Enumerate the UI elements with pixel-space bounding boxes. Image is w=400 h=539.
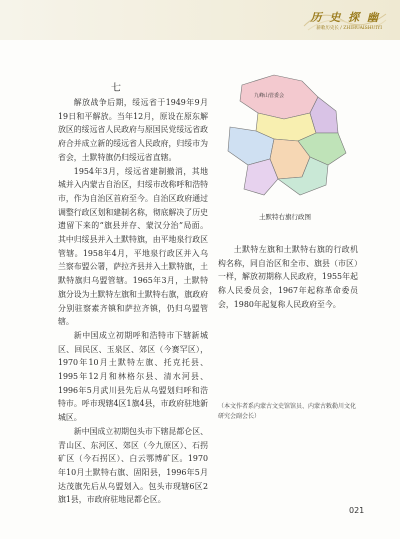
left-text-column <box>58 96 208 507</box>
column-title: 历 史 探 幽 <box>310 11 380 24</box>
map-caption: 土默特右旗行政图 <box>259 213 311 221</box>
paragraph: 土默特左旗和土默特右旗的行政机构名称，同自治区和全市、旗县（市区）一样，解放初期称人民政府，1955年起称人民委员会，1967年起称革命委员会，1980年起复称人民政府至今。 <box>218 245 358 309</box>
map-label: 九峰山管委会 <box>254 93 285 99</box>
column-subtitle: 薪歌历史长 / ZHIHUAISHUIYI <box>316 26 382 31</box>
right-text-column <box>218 243 358 312</box>
paragraph: 新中国成立初期包头市下辖昆都仑区、青山区、东河区、郊区（今九原区）、石拐矿区（今石拐区）、白云鄂博矿区。1970年10月土默特右旗、固阳县，1996年5月达茂旗先后从乌盟划入。包头市现辖6区2旗1县，市政府驻地昆都仑区。 <box>58 426 208 505</box>
header-band <box>0 0 400 40</box>
map-image <box>214 67 356 207</box>
paragraph: 1954年3月，绥远省建制撤消，其地城并入内蒙古自治区，归绥市改称呼和浩特市，作为自治区首府至今。自治区政府通过调整行政区划和建制名称，彻底解决了历史遗留下来的“旗县并存、蒙汉分治”局面。其中归绥县并入土默特旗，由平地泉行政区管辖。1958年4月，平地泉行政区并入乌兰察布盟公署，萨拉齐县并入土默特旗，土默特旗归乌盟管辖。1965年3月，土默特旗分设为土默特左旗和土默特右旗，旗政府分别驻察素齐镇和萨拉齐镇，仍归乌盟管辖。 <box>58 166 208 327</box>
administrative-map <box>214 67 356 207</box>
paragraph: 解放战争后期，绥远省于1949年9月19日和平解放。当年12月，原设在原东解放区的绥远省人民政府与原国民党绥远省政府合并成立新的绥远省人民政府，归绥市为省会，土默特旗仍归绥远省直辖。 <box>58 98 208 162</box>
author-note: （本文作者系内蒙古文史馆馆员、内蒙古敕勒川文化研究会副会长） <box>218 403 357 420</box>
page-number: 021 <box>349 506 365 515</box>
section-number: 七 <box>111 83 121 94</box>
paragraph: 新中国成立初期呼和浩特市下辖新城区、回民区、玉泉区、郊区（今赛罕区），1970年10月土默特左旗、托克托县、1995年12月和林格尔县、清水河县、1996年5月武川县先后从乌盟划归呼和浩特市。呼市现辖4区1旗4县，市政府驻地新城区。 <box>58 330 208 423</box>
